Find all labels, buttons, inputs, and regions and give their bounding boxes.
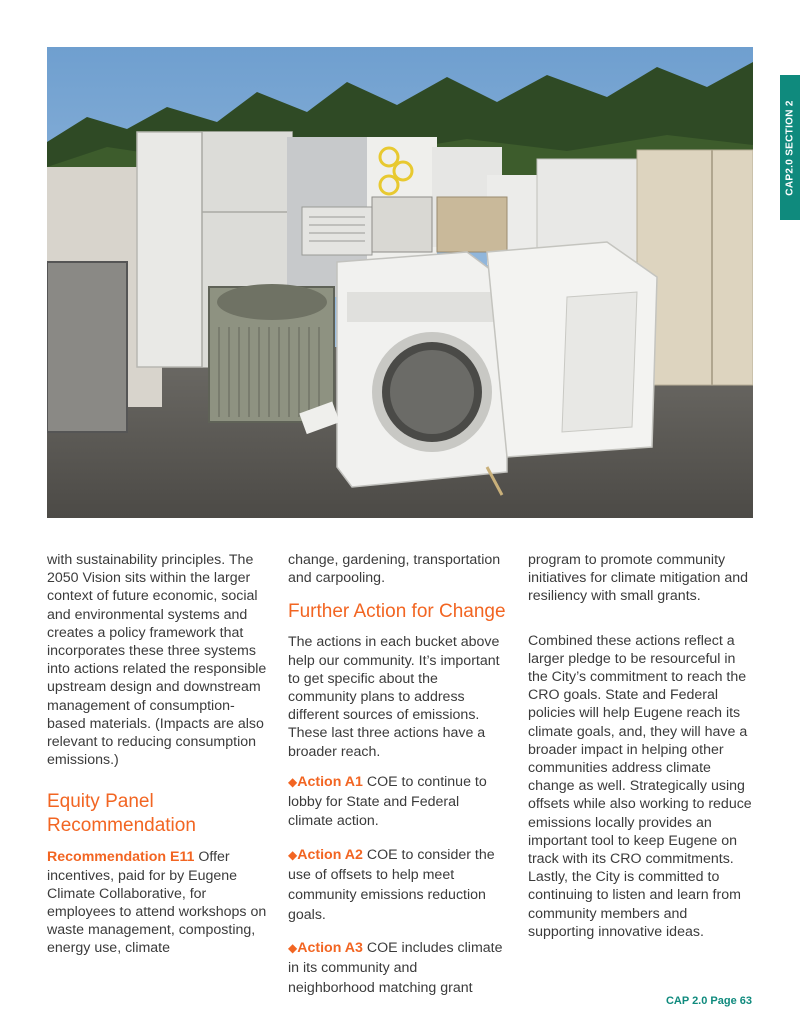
appliance-photo	[47, 47, 753, 518]
page-number: CAP 2.0 Page 63	[665, 995, 752, 1007]
diamond-bullet-icon: ◆	[288, 848, 298, 863]
grant-program-paragraph: program to promote community initiatives for climate mitigation and resiliency with small grants.	[528, 552, 749, 605]
recommendation-label: Recommendation E11	[47, 849, 195, 866]
further-action-heading: Further Action for Change	[288, 601, 506, 623]
sustainability-paragraph: with sustainability principles. The 2050 Vision sits within the larger context of future economic, social and environmental systems and creates a policy framework that incorporates these three systems into actions related the responsible upstream design and downstream management of consumption-based materials. (Impacts are also relevant to reducing consumption emissions.)	[47, 552, 267, 769]
action-a2	[288, 846, 508, 925]
action-label: Action A3	[297, 940, 363, 957]
action-a3	[288, 939, 508, 998]
actions-intro-paragraph: The actions in each bucket above help our community. It’s important to get specific about the community plans to address different sources of emissions. These last three actions have a broader reach.	[288, 634, 500, 760]
equity-panel-heading: Equity Panel Recommendation	[47, 791, 196, 837]
recommendation-text: Offer incentives, paid for by Eugene Climate Collaborative, for employees to attend workshops on waste management, composting, energy use, climate	[47, 849, 267, 957]
action-a1	[288, 773, 508, 832]
column-right	[528, 551, 754, 941]
combined-actions-paragraph: Combined these actions reflect a larger pledge to be resourceful in the City’s commitment to reach the CRO goals. State and Federal policies will help Eugene reach its climate goals, and, they will have a broader impact in helping other communities address climate change as well. Strategically using offsets while also working to reduce emissions locally provides an important tool to keep Eugene on track with its CRO commitments. Lastly, the City is committed to continuing to listen and learn from community members and supporting innovative ideas.	[528, 632, 752, 940]
diamond-bullet-icon: ◆	[288, 774, 298, 789]
action-label: Action A1	[297, 773, 363, 790]
column-middle	[288, 551, 508, 999]
section-side-tab	[780, 75, 800, 220]
action-text: COE to continue to lobby for State and Federal climate action.	[288, 773, 487, 830]
diamond-bullet-icon: ◆	[288, 941, 298, 956]
action-label: Action A2	[297, 847, 363, 864]
appliance-photo-illustration	[47, 47, 753, 518]
side-tab-label: CAP2.0 SECTION 2	[784, 99, 796, 196]
action-text: COE to consider the use of offsets to help meet community emissions reduction goals.	[288, 847, 495, 923]
continued-paragraph: change, gardening, transportation and carpooling.	[288, 552, 501, 587]
action-text: COE includes climate in its community and neighborhood matching grant	[288, 940, 503, 996]
recommendation-e11	[47, 848, 273, 957]
column-left	[47, 551, 273, 958]
